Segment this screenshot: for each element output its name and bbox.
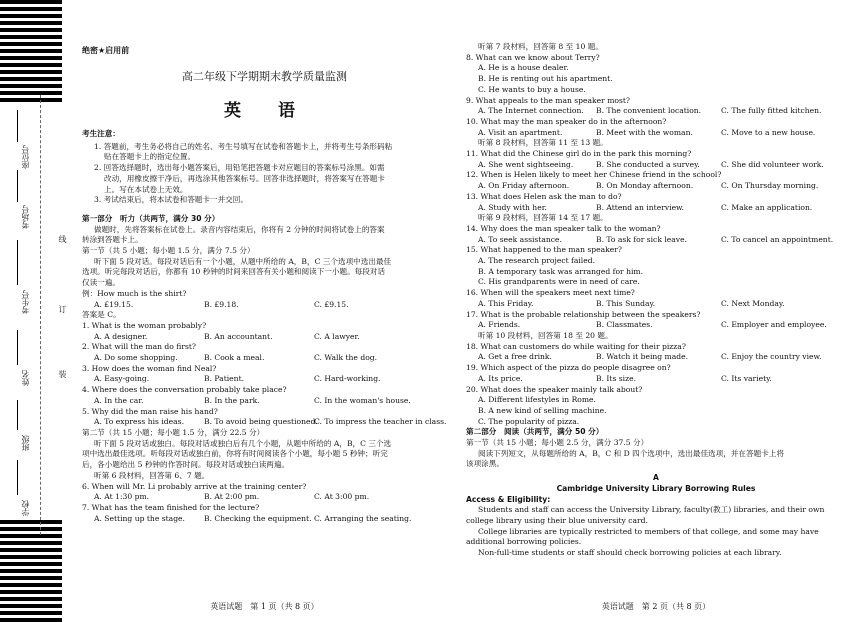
option: A. She went sightseeing. [478, 159, 574, 169]
section2-intro: 后，各小题给出 5 秒钟的作答时间。每段对话或独白读两遍。 [82, 460, 290, 470]
notice-line: 1. 答题前，考生务必将自己的姓名、考生号填写在试卷和答题卡上，并将考生号条形码粘 [94, 141, 393, 151]
binding-mark-staple: 订 [58, 305, 67, 313]
options-row [82, 417, 447, 428]
section1-intro: 听下面 5 段对话。每段对话后有一个小题，从题中所给的 A，B，C 三个选项中选出最佳 [94, 256, 392, 266]
question: 6. When will Mr. Li probably arrive at the training center? [82, 481, 307, 491]
part2-intro: 该项涂黑。 [466, 459, 504, 469]
option: C. On Thursday morning. [721, 181, 819, 191]
material-heading: 听第 9 段材料，回答第 14 至 17 题。 [478, 213, 608, 223]
notice-line: 贴在答题卡上的指定位置。 [104, 152, 196, 162]
option: A. He is a house dealer. [478, 63, 569, 73]
subject-title: 英 语 [224, 101, 305, 121]
option: B. To ask for sick leave. [596, 234, 687, 244]
option: B. A new kind of selling machine. [478, 405, 607, 415]
page-2 [466, 0, 846, 622]
question: 18. What can customers do while waiting for their pizza? [466, 341, 686, 351]
option: C. Enjoy the country view. [721, 352, 822, 362]
section2-intro: 听下面 5 段对话或独白。每段对话或独白后有几个小题，从题中所给的 A，B，C 三个选 [94, 438, 392, 448]
name-line [17, 330, 18, 365]
option: C. His grandparents were in need of care. [478, 277, 640, 287]
option: C. At 3:00 pm. [314, 492, 370, 502]
school-line [17, 460, 18, 495]
option: C. She did volunteer work. [721, 159, 824, 169]
school-label: 学校 [21, 500, 30, 516]
option: C. In the woman's house. [314, 395, 411, 405]
options-row [466, 160, 846, 171]
options-row [466, 374, 846, 385]
candidate-number-line [17, 240, 18, 285]
option: A. Easy-going. [94, 374, 150, 384]
question: 1. What is the woman probably? [82, 320, 207, 330]
question: 5. Why did the man raise his hand? [82, 406, 218, 416]
options-row [82, 332, 447, 343]
option: B. £9.18. [204, 299, 239, 309]
option: A. The research project failed. [478, 256, 595, 266]
option: C. Hard-working. [314, 374, 381, 384]
option: C. Next Monday. [721, 298, 785, 308]
option: C. To impress the teacher in class. [314, 417, 447, 427]
option: B. She conducted a survey. [596, 159, 700, 169]
option: C. He wants to buy a house. [478, 84, 586, 94]
option: C. A lawyer. [314, 331, 360, 341]
option: A. This Friday. [478, 298, 534, 308]
option: B. At 2:00 pm. [204, 492, 260, 502]
options-row [466, 128, 846, 139]
option: B. Classmates. [596, 320, 653, 330]
option: C. The fully fitted kitchen. [721, 106, 822, 116]
barcode-stripes-top [0, 0, 62, 105]
example-question: 例：How much is the shirt? [82, 288, 187, 298]
option: A. Setting up the stage. [94, 513, 185, 523]
question: 9. What appeals to the man speaker most? [466, 95, 630, 105]
options-row [466, 299, 846, 310]
option: A. Its price. [478, 373, 523, 383]
option: A. To seek assistance. [478, 234, 562, 244]
option: B. To avoid being questioned. [204, 417, 318, 427]
passage-text: Non-full-time students or staff should check borrowing policies at each library. [478, 548, 782, 558]
part1-intro: 做题时，先将答案标在试卷上。录音内容结束后，你将有 2 分钟的时间将试卷上的答案 [94, 224, 385, 234]
options-row [82, 396, 447, 407]
passage-letter: A [653, 473, 659, 483]
material-heading: 听第 8 段材料，回答第 11 至 13 题。 [478, 138, 608, 148]
question: 11. What did the Chinese girl do in the park this morning? [466, 149, 692, 159]
option: B. Meet with the woman. [596, 127, 693, 137]
option: A. Friends. [478, 320, 521, 330]
option: B. Watch it being made. [596, 352, 689, 362]
option: C. The popularity of pizza. [478, 416, 580, 426]
question: 17. What is the probable relationship between the speakers? [466, 309, 701, 319]
option: A. A designer. [94, 331, 148, 341]
option: C. Move to a new house. [721, 127, 816, 137]
class-line [17, 400, 18, 430]
part2-section1: 第一节（共 15 小题；每小题 2.5 分，满分 37.5 分） [466, 438, 649, 448]
question: 20. What does the speaker mainly talk about? [466, 384, 643, 394]
option: B. This Sunday. [596, 298, 656, 308]
options-row [466, 352, 846, 363]
section1-title: 第一节（共 5 小题；每小题 1.5 分，满分 7.5 分） [82, 246, 255, 256]
option: A. Do some shopping. [94, 353, 178, 363]
candidate-number-label: 考生号 [21, 290, 30, 314]
option: B. An accountant. [204, 331, 273, 341]
seat-number-label: 座位号 [21, 145, 30, 169]
example-options [82, 300, 447, 311]
option: A. The Internet connection. [478, 106, 584, 116]
option: B. Patient. [204, 374, 245, 384]
option: C. Employer and employee. [721, 320, 827, 330]
options-row [466, 320, 846, 331]
exam-room-label: 考场号 [21, 205, 30, 229]
option: C. £9.15. [314, 299, 349, 309]
part1-intro: 转涂到答题卡上。 [82, 235, 143, 245]
question: 19. Which aspect of the pizza do people disagree on? [466, 363, 671, 373]
option: A. At 1:30 pm. [94, 492, 150, 502]
access-title: Access & Eligibility: [466, 494, 551, 504]
option: C. To cancel an appointment. [721, 234, 834, 244]
section1-intro: 选项。听完每段对话后，你都有 10 秒钟的时间来回答有关小题和阅读下一小题。每段对话 [82, 267, 386, 277]
top-secret-label: 绝密★启用前 [82, 46, 130, 55]
question: 3. How does the woman find Neal? [82, 363, 217, 373]
option: B. In the park. [204, 395, 260, 405]
option: B. Cook a meal. [204, 353, 265, 363]
name-label: 姓名 [21, 370, 30, 386]
barcode-stripes-bottom [0, 520, 62, 622]
option: C. Its variety. [721, 373, 772, 383]
example-answer: 答案是 C。 [82, 310, 121, 320]
binding-mark-line: 线 [58, 235, 67, 243]
section2-title: 第二节（共 15 小题；每小题 1.5 分，满分 22.5 分） [82, 427, 265, 437]
options-row [466, 203, 846, 214]
options-row [82, 374, 447, 385]
section2-intro: 项中选出最佳选项。听每段对话或独白前，你将有时间阅读各个小题，每小题 5 秒钟；听完 [82, 449, 388, 459]
option: B. A temporary task was arranged for him. [478, 266, 644, 276]
question: 15. What happened to the man speaker? [466, 245, 622, 255]
part2-intro: 阅读下列短文，从每题所给的 A，B，C 和 D 四个选项中，选出最佳选项，并在答题卡上将 [478, 448, 784, 458]
option: B. He is renting out his apartment. [478, 74, 613, 84]
question: 8. What can we know about Terry? [466, 52, 600, 62]
part1-title: 第一部分 听力（共两节，满分 30 分） [82, 213, 220, 223]
option: B. On Monday afternoon. [596, 181, 694, 191]
options-row [466, 106, 846, 117]
seat-number-line [17, 110, 18, 142]
passage-text: College libraries are typically restricted to members of that college, and some may have [478, 526, 819, 536]
exam-room-line [17, 170, 18, 202]
material-heading: 听第 6 段材料，回答第 6、7 题。 [94, 470, 210, 480]
option: A. On Friday afternoon. [478, 181, 570, 191]
options-row [466, 181, 846, 192]
page-footer: 英语试题 第 1 页（共 8 页） [210, 602, 319, 611]
question: 16. When will the speakers meet next time? [466, 288, 635, 298]
option: C. Make an application. [721, 202, 813, 212]
question: 12. When is Helen likely to meet her Chinese friend in the school? [466, 170, 722, 180]
class-label: 班级 [21, 435, 30, 451]
option: A. In the car. [94, 395, 144, 405]
part2-title: 第二部分 阅读（共两节，满分 50 分） [466, 427, 604, 437]
material-heading: 听第 7 段材料，回答第 8 至 10 题。 [478, 42, 603, 51]
passage-text: additional borrowing policies. [466, 537, 582, 547]
option: B. Its size. [596, 373, 637, 383]
option: B. The convenient location. [596, 106, 702, 116]
options-row [82, 353, 447, 364]
option: A. Get a free drink. [478, 352, 552, 362]
question: 13. What does Helen ask the man to do? [466, 191, 622, 201]
option: A. To express his ideas. [94, 417, 184, 427]
option: B. Attend an interview. [596, 202, 685, 212]
option: C. Arranging the seating. [314, 513, 412, 523]
binding-dashed-line [40, 95, 41, 535]
option: C. Walk the dog. [314, 353, 378, 363]
page-footer: 英语试题 第 2 页（共 8 页） [601, 602, 711, 611]
section1-intro: 仅读一遍。 [82, 278, 120, 288]
notice-line: 3. 考试结束后，将本试卷和答题卡一并交回。 [94, 195, 248, 205]
options-row [82, 492, 447, 503]
option: B. Checking the equipment. [204, 513, 312, 523]
notice-title: 考生注意： [82, 129, 120, 138]
binding-strip [0, 0, 80, 622]
options-row [82, 514, 447, 525]
question: 2. What will the man do first? [82, 342, 196, 352]
binding-mark-bind: 装 [58, 370, 67, 378]
question: 4. Where does the conversation probably take place? [82, 385, 287, 395]
material-heading: 听第 10 段材料，回答第 18 至 20 题。 [478, 330, 613, 340]
notice-line: 改动，用橡皮擦干净后，再选涂其他答案标号。回答非选择题时，将答案写在答题卡 [104, 173, 385, 183]
option: A. Visit an apartment. [478, 127, 563, 137]
page-1 [82, 0, 447, 622]
exam-title: 高二年级下学期期末教学质量监测 [182, 70, 347, 83]
passage-text: college library using their blue university card. [466, 515, 648, 525]
question: 14. Why does the man speaker talk to the woman? [466, 223, 661, 233]
passage-text: Students and staff can access the University Library, faculty(教工) libraries, and their own [478, 505, 825, 515]
option: A. Study with her. [478, 202, 547, 212]
notice-line: 2. 回答选择题时，选出每小题答案后，用铅笔把答题卡对应题目的答案标号涂黑。如需 [94, 163, 385, 173]
option: A. Different lifestyles in Rome. [478, 395, 596, 405]
options-row [466, 235, 846, 246]
question: 10. What may the man speaker do in the afternoon? [466, 116, 667, 126]
option: A. £19.15. [94, 299, 134, 309]
question: 7. What has the team finished for the lecture? [82, 502, 260, 512]
notice-line: 上。写在本试卷上无效。 [104, 184, 188, 194]
passage-title: Cambridge University Library Borrowing Rules [556, 483, 756, 493]
